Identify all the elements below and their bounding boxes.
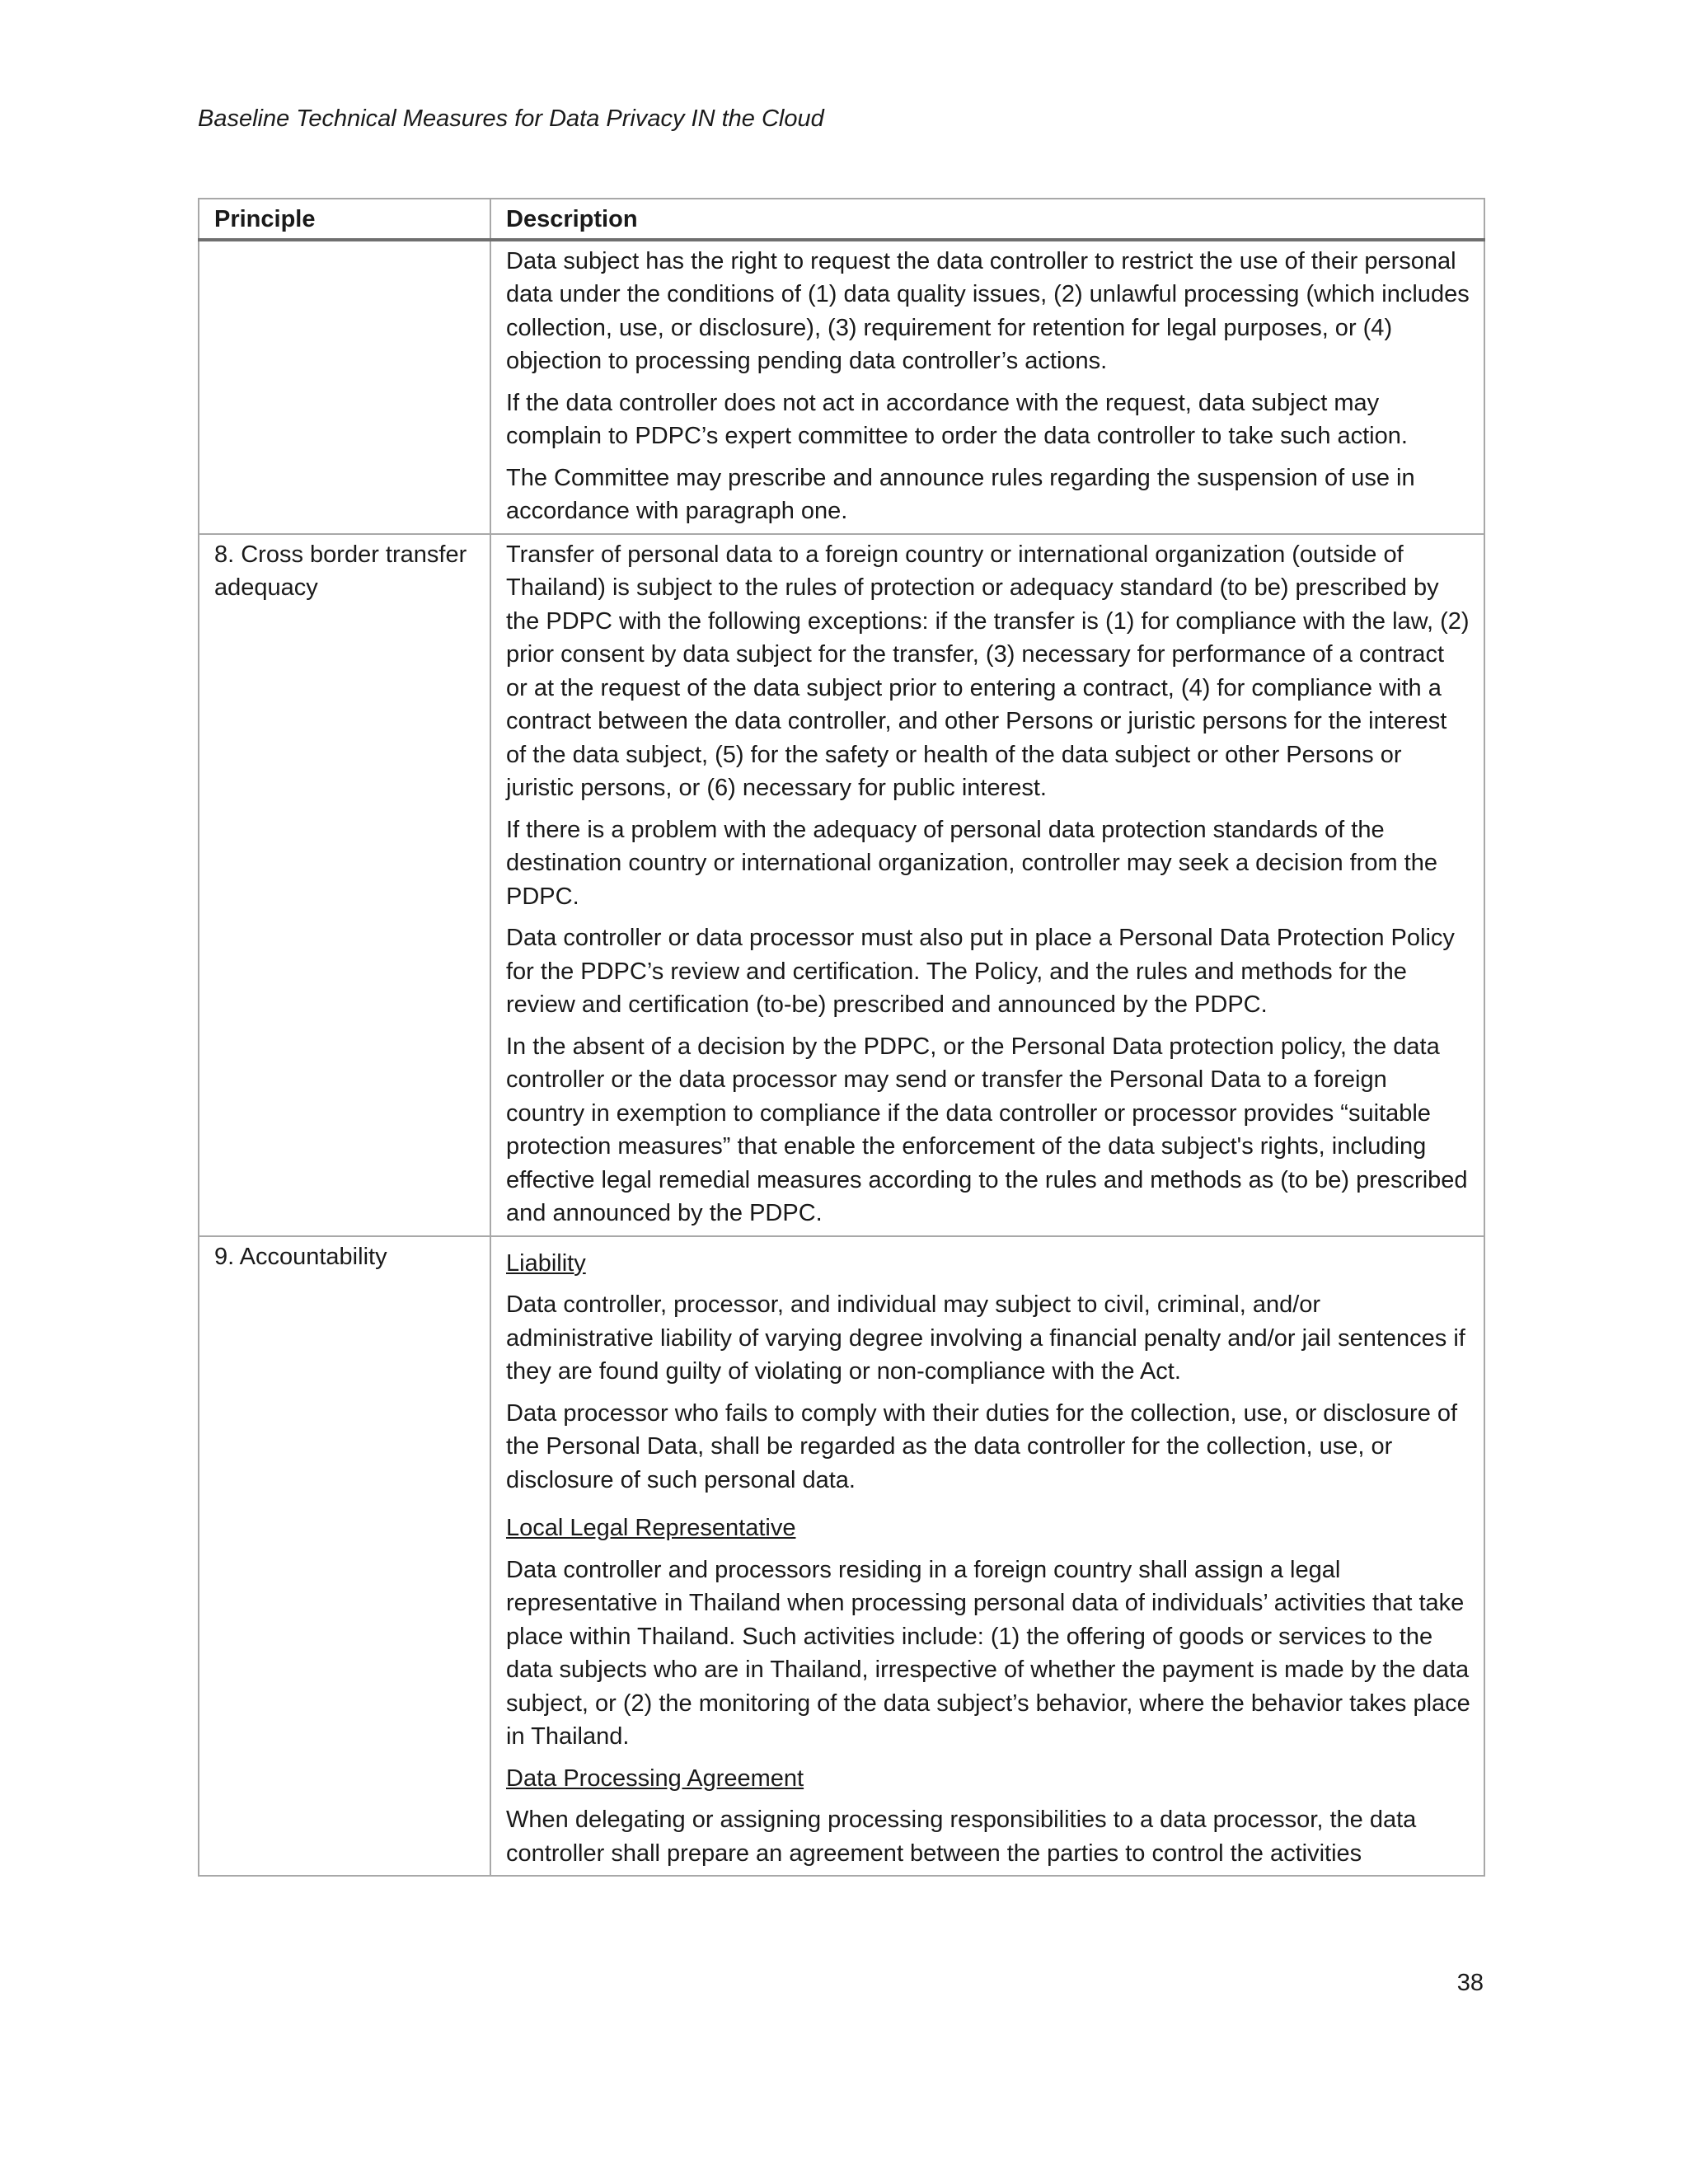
description-paragraph: If there is a problem with the adequacy of personal data protection standards of the destination country or international organization, controller may seek a decision from the PDPC. [506, 816, 1437, 910]
description-paragraph: Data processor who fails to comply with their duties for the collection, use, or disclosure of the Personal Data, shall be regarded as the data controller for the collection, use, or disclosure of such personal data. [506, 1399, 1458, 1493]
principle-cell: 8. Cross border transfer adequacy [199, 534, 490, 1236]
section-heading-local-legal-representative: Local Legal Representative [506, 1515, 796, 1541]
description-paragraph: The Committee may prescribe and announce rules regarding the suspension of use in accordance with paragraph one. [506, 464, 1415, 524]
description-cell [490, 1236, 1484, 1877]
table-header-row [199, 199, 1484, 240]
table-row-cross-border-transfer [199, 534, 1484, 1236]
section-heading-liability: Liability [506, 1249, 586, 1277]
description-paragraph: When delegating or assigning processing responsibilities to a data processor, the data controller shall prepare an agreement between the parties to control the activities [506, 1807, 1417, 1867]
description-paragraph: In the absent of a decision by the PDPC, or the Personal Data protection policy, the data controller or the data processor may send or transfer the Personal Data to a foreign country in exemption to compliance if the data controller or processor provides “suitable protection measures” that enable the enforcement of the data subject's rights, including effective legal remedial measures according to the rules and methods as (to be) prescribed and announced by the PDPC. [506, 1033, 1468, 1226]
principle-cell: 9. Accountability [199, 1236, 490, 1877]
description-cell [490, 240, 1484, 534]
principle-cell [199, 240, 490, 534]
running-header: Baseline Technical Measures for Data Privacy IN the Cloud [198, 105, 824, 132]
principles-table [198, 198, 1485, 1877]
description-paragraph: Transfer of personal data to a foreign country or international organization (outside of Thailand) is subject to the rules of protection or adequacy standard (to be) prescribed by the PDPC with the following exceptions: if the transfer is (1) for compliance with the law, (2) prior consent by data subject for the transfer, (3) necessary for performance of a contract or at the request of the data subject prior to entering a contract, (4) for compliance with a contract between the data controller, and other Persons or juristic persons for the interest of the data subject, (5) for the safety or health of the data subject or other Persons or juristic persons, or (6) necessary for public interest. [506, 541, 1470, 801]
description-cell [490, 534, 1484, 1236]
column-header-description: Description [490, 199, 1484, 240]
description-paragraph: Data subject has the right to request the data controller to restrict the use of their personal data under the conditions of (1) data quality issues, (2) unlawful processing (which includes collection, use, or disclosure), (3) requirement for retention for legal purposes, or (4) objection to processing pending data controller’s actions. [506, 247, 1470, 374]
description-paragraph: Data controller, processor, and individual may subject to civil, criminal, and/or administrative liability of varying degree involving a financial penalty and/or jail sentences if they are found guilty of violating or non-compliance with the Act. [506, 1291, 1465, 1385]
description-paragraph: Data controller and processors residing in a foreign country shall assign a legal representative in Thailand when processing personal data of individuals’ activities that take place within Thailand. Such activities include: (1) the offering of goods or services to the data subjects who are in Thailand, irrespective of whether the payment is made by the data subject, or (2) the monitoring of the data subject’s behavior, where the behavior takes place in Thailand. [506, 1556, 1470, 1750]
description-paragraph: If the data controller does not act in accordance with the request, data subject may complain to PDPC’s expert committee to order the data controller to take such action. [506, 389, 1408, 449]
section-heading-data-processing-agreement: Data Processing Agreement [506, 1765, 804, 1792]
table-row-restriction-continued [199, 240, 1484, 534]
description-paragraph: Data controller or data processor must also put in place a Personal Data Protection Policy for the PDPC’s review and certification. The Policy, and the rules and methods for the review and certification (to-be) prescribed and announced by the PDPC. [506, 925, 1455, 1018]
table-row-accountability [199, 1236, 1484, 1877]
page-number: 38 [1456, 1970, 1484, 1996]
column-header-principle: Principle [199, 199, 490, 240]
